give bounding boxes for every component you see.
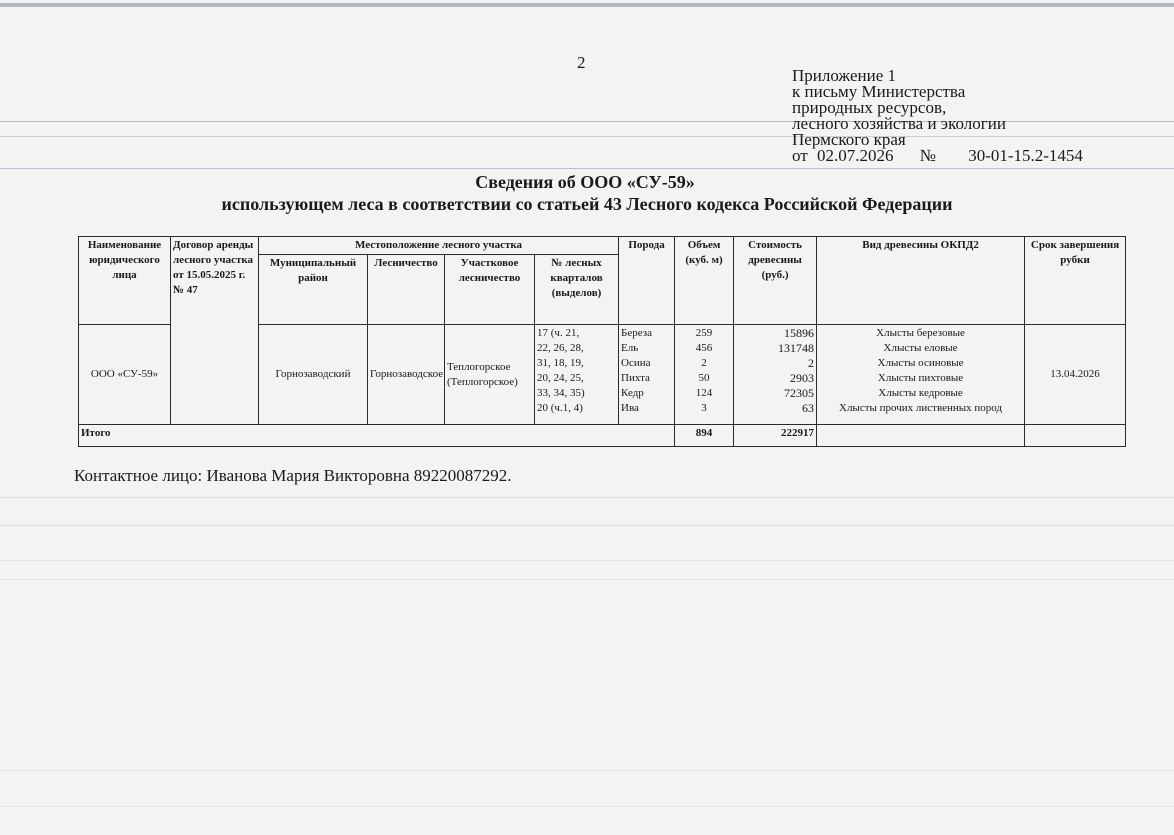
cost-value: 131748 <box>778 341 815 355</box>
contact-line: Контактное лицо: Иванова Мария Викторовна 89220087292. <box>74 466 512 485</box>
scan-artifact <box>0 3 1174 7</box>
cost-value: 72305 <box>784 386 815 400</box>
cell-deadline: 13.04.2026 <box>1025 325 1126 425</box>
header-district-forestry: Участковое лесничество <box>445 255 535 325</box>
appendix-line: Пермского края <box>792 130 906 149</box>
cell-quarters <box>535 325 619 425</box>
appendix-line: лесного хозяйства и экологии <box>792 114 1006 133</box>
quarter-line: 20, 24, 25, <box>537 372 584 384</box>
letter-number: 30-01-15.2-1454 <box>968 146 1083 165</box>
header-forestry: Лесничество <box>368 255 445 325</box>
scan-artifact <box>0 497 1174 498</box>
volume-value: 2 <box>701 357 707 369</box>
species-item: Пихта <box>621 372 650 384</box>
species-item: Кедр <box>621 387 644 399</box>
appendix-line: к письму Министерства <box>792 82 966 101</box>
scan-artifact <box>0 560 1174 561</box>
total-label: Итого <box>79 425 675 447</box>
header-wood-type: Вид древесины ОКПД2 <box>817 237 1025 325</box>
header-contract: Договор аренды лесного участка от 15.05.2025 г. № 47 <box>171 237 259 425</box>
appendix-line: природных ресурсов, <box>792 98 947 117</box>
scan-artifact <box>0 579 1174 580</box>
cell-wood-types <box>817 325 1025 425</box>
appendix-block <box>792 68 1083 164</box>
species-item: Береза <box>621 327 652 339</box>
cost-value: 2903 <box>790 371 815 385</box>
header-legal-name: Наименование юридического лица <box>79 237 171 325</box>
header-deadline: Срок завершения рубки <box>1025 237 1126 325</box>
cost-value: 2 <box>808 356 815 370</box>
header-species: Порода <box>619 237 675 325</box>
volume-value: 3 <box>701 402 707 414</box>
number-sign: № <box>919 146 936 165</box>
wood-type-item: Хлысты березовые <box>876 327 965 339</box>
quarter-line: 20 (ч.1, 4) <box>537 402 583 414</box>
wood-type-item: Хлысты кедровые <box>878 387 963 399</box>
quarter-line: 31, 18, 19, <box>537 357 584 369</box>
header-cost: Стоимость древесины (руб.) <box>734 237 817 325</box>
header-municipal-district: Муниципальный район <box>259 255 368 325</box>
appendix-line: Приложение 1 <box>792 66 896 85</box>
wood-type-item: Хлысты еловые <box>883 342 958 354</box>
header-row <box>79 237 1126 255</box>
quarter-line: 33, 34, 35) <box>537 387 585 399</box>
wood-type-item: Хлысты осиновые <box>877 357 964 369</box>
forest-use-table <box>78 236 1126 447</box>
species-item: Осина <box>621 357 651 369</box>
total-empty-cell <box>1025 425 1126 447</box>
header-location: Местоположение лесного участка <box>259 237 619 255</box>
cell-volumes <box>675 325 734 425</box>
wood-type-item: Хлысты пихтовые <box>877 372 964 384</box>
cost-value: 63 <box>802 401 815 415</box>
total-cost: 222917 <box>734 425 817 447</box>
volume-value: 124 <box>695 387 713 399</box>
scan-artifact <box>0 806 1174 807</box>
cell-costs <box>734 325 817 425</box>
cell-forestry: Горнозаводское <box>368 325 445 425</box>
volume-value: 50 <box>698 372 710 384</box>
scan-artifact <box>0 770 1174 771</box>
total-row <box>79 425 1126 447</box>
date-prefix: от <box>792 146 808 165</box>
species-item: Ива <box>621 402 639 414</box>
cell-district-forestry: Теплогорское (Теплогорское) <box>445 325 535 425</box>
volume-value: 456 <box>695 342 713 354</box>
header-quarters: № лесных кварталов (выделов) <box>535 255 619 325</box>
cell-municipal-district: Горнозаводский <box>259 325 368 425</box>
document-subtitle: использующем леса в соответствии со статьей 43 Лесного кодекса Российской Федерации <box>221 194 953 214</box>
scan-artifact <box>0 525 1174 526</box>
quarter-line: 22, 26, 28, <box>537 342 584 354</box>
scan-artifact <box>0 168 1174 169</box>
total-empty-cell <box>817 425 1025 447</box>
header-volume: Объем (куб. м) <box>675 237 734 325</box>
cost-value: 15896 <box>784 326 815 340</box>
quarter-line: 17 (ч. 21, <box>537 327 580 339</box>
total-volume: 894 <box>675 425 734 447</box>
cell-species <box>619 325 675 425</box>
species-item: Ель <box>621 342 639 354</box>
cell-legal-name: ООО «СУ-59» <box>79 325 171 425</box>
letter-reference <box>792 148 1083 164</box>
letter-date: 02.07.2026 <box>816 146 894 165</box>
wood-type-item: Хлысты прочих лиственных пород <box>839 402 1003 414</box>
document-title: Сведения об ООО «СУ-59» <box>475 172 695 192</box>
volume-value: 259 <box>695 327 713 339</box>
page-number: 2 <box>577 53 586 72</box>
